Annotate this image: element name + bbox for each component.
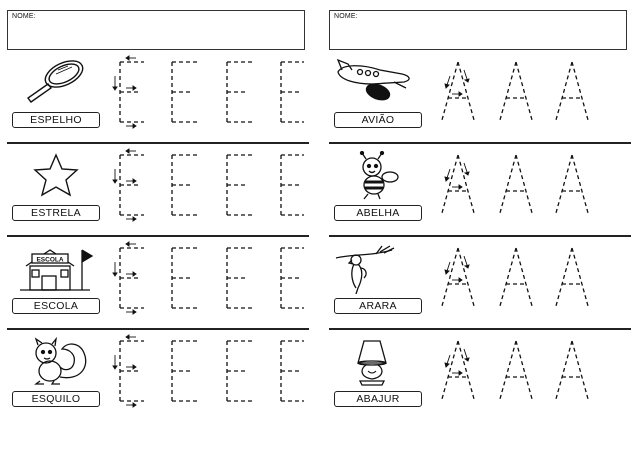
trace-letter-a bbox=[552, 240, 592, 316]
row-divider bbox=[7, 142, 309, 144]
row-divider bbox=[7, 328, 309, 330]
name-label: NOME: bbox=[12, 13, 36, 20]
trace-letter-e bbox=[167, 147, 207, 223]
row-espelho bbox=[4, 52, 309, 144]
trace-letter-e-guided bbox=[112, 333, 152, 409]
row-estrela bbox=[4, 145, 309, 237]
trace-letter-e bbox=[222, 240, 262, 316]
trace-letter-e bbox=[276, 240, 316, 316]
name-field[interactable] bbox=[329, 10, 627, 50]
lamp-icon bbox=[332, 337, 420, 387]
trace-letter-a-guided bbox=[438, 54, 478, 130]
word-label: ESPELHO bbox=[12, 112, 100, 128]
trace-letter-a bbox=[552, 54, 592, 130]
trace-letter-e bbox=[276, 333, 316, 409]
word-label: ABAJUR bbox=[334, 391, 422, 407]
trace-letter-e-guided bbox=[112, 54, 152, 130]
trace-letter-e bbox=[167, 54, 207, 130]
row-abelha bbox=[326, 145, 631, 237]
trace-letter-e-guided bbox=[112, 240, 152, 316]
word-label: ESQUILO bbox=[12, 391, 100, 407]
word-label: ABELHA bbox=[334, 205, 422, 221]
trace-letter-a bbox=[496, 333, 536, 409]
trace-letter-e bbox=[167, 333, 207, 409]
trace-letter-a-guided bbox=[438, 333, 478, 409]
word-label: ESTRELA bbox=[12, 205, 100, 221]
row-abajur bbox=[326, 331, 631, 423]
trace-letter-a bbox=[496, 147, 536, 223]
bee-icon bbox=[332, 151, 420, 201]
mirror-icon bbox=[10, 58, 98, 108]
row-divider bbox=[7, 235, 309, 237]
row-escola bbox=[4, 238, 309, 330]
trace-letter-a bbox=[552, 147, 592, 223]
trace-letter-a bbox=[552, 333, 592, 409]
trace-letter-e bbox=[276, 147, 316, 223]
row-divider bbox=[329, 235, 631, 237]
word-label: ARARA bbox=[334, 298, 422, 314]
macaw-icon bbox=[332, 244, 420, 294]
worksheet-letter-a bbox=[326, 0, 631, 452]
trace-letter-a-guided bbox=[438, 147, 478, 223]
trace-letter-a bbox=[496, 54, 536, 130]
name-field[interactable] bbox=[7, 10, 305, 50]
trace-letter-e bbox=[167, 240, 207, 316]
word-label: AVIÃO bbox=[334, 112, 422, 128]
trace-letter-a-guided bbox=[438, 240, 478, 316]
airplane-icon bbox=[332, 58, 420, 108]
name-label: NOME: bbox=[334, 13, 358, 20]
star-icon bbox=[10, 151, 98, 201]
row-aviao bbox=[326, 52, 631, 144]
row-divider bbox=[329, 328, 631, 330]
word-label: ESCOLA bbox=[12, 298, 100, 314]
squirrel-icon bbox=[10, 337, 98, 387]
trace-letter-e-guided bbox=[112, 147, 152, 223]
row-arara bbox=[326, 238, 631, 330]
trace-letter-e bbox=[276, 54, 316, 130]
row-divider bbox=[329, 142, 631, 144]
school-sign: ESCOLA bbox=[36, 256, 64, 264]
trace-letter-e bbox=[222, 54, 262, 130]
row-esquilo bbox=[4, 331, 309, 423]
worksheet-letter-e bbox=[4, 0, 309, 452]
trace-letter-a bbox=[496, 240, 536, 316]
school-icon bbox=[10, 244, 98, 294]
trace-letter-e bbox=[222, 333, 262, 409]
trace-letter-e bbox=[222, 147, 262, 223]
